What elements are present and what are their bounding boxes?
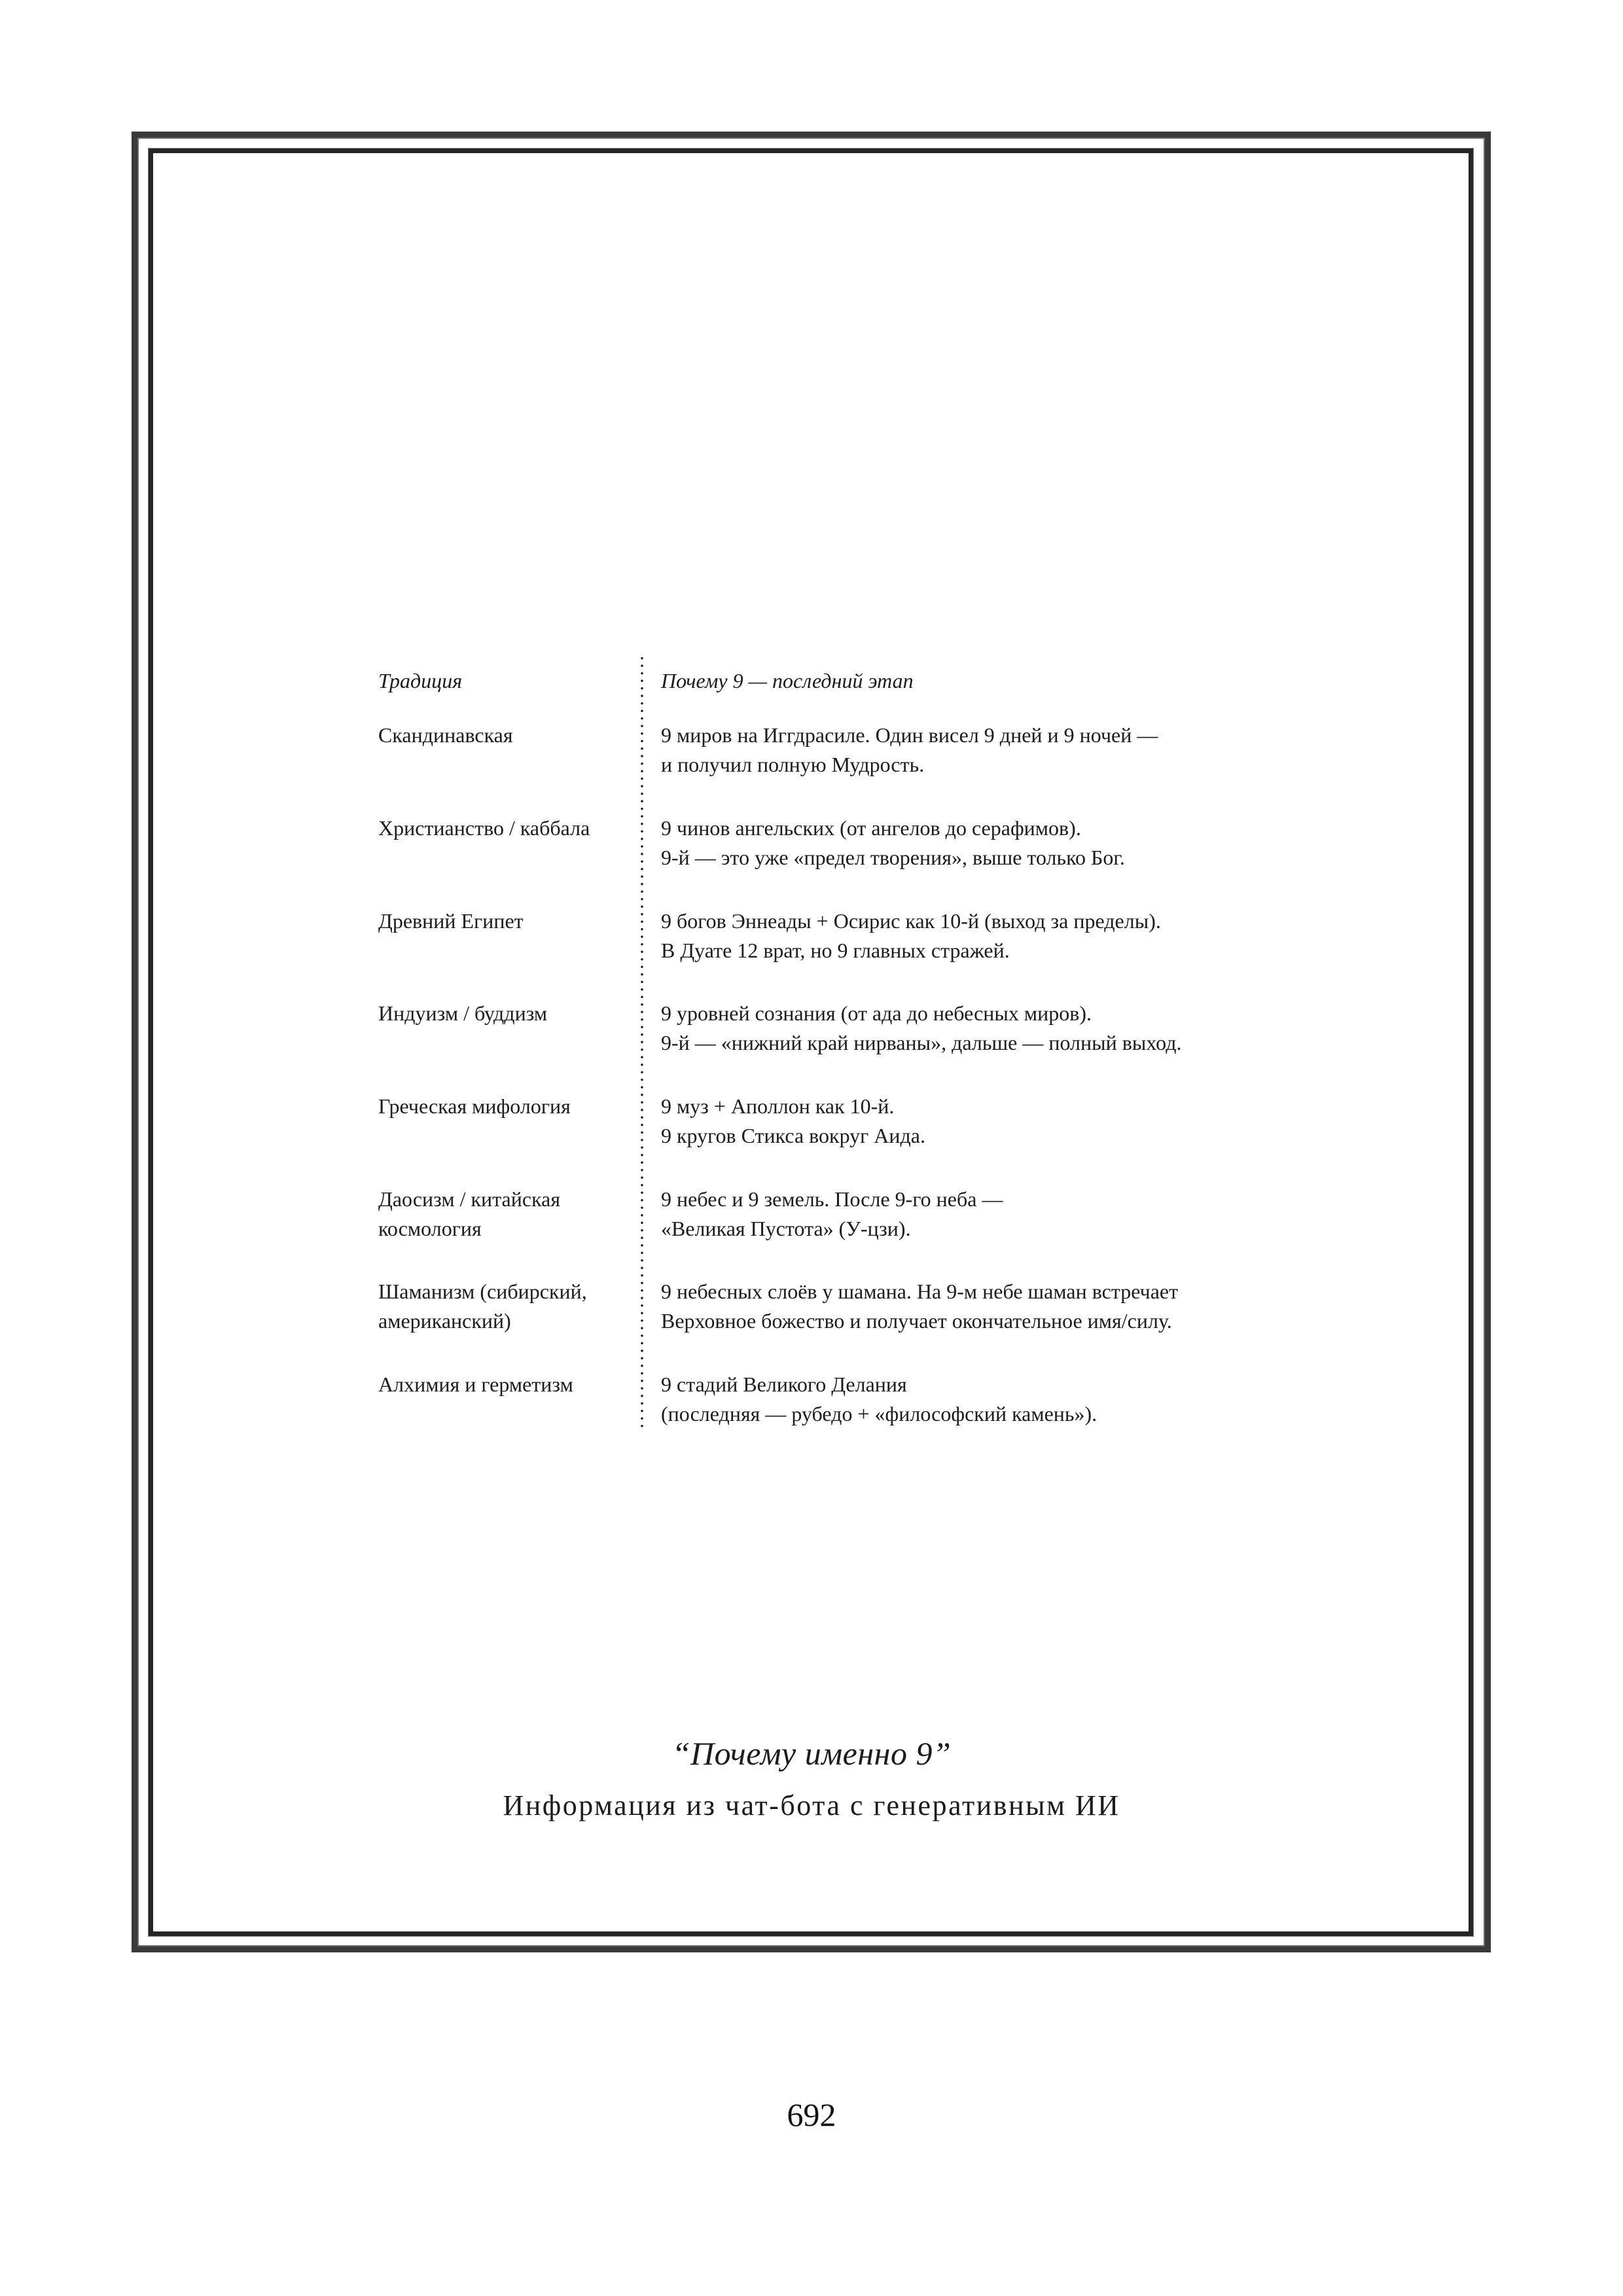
reason-cell: 9 муз + Аполлон как 10-й. 9 кругов Стикса вокруг Аида.	[661, 1094, 925, 1147]
tradition-cell: Индуизм / буддизм	[378, 1001, 548, 1025]
tradition-cell: Скандинавская	[378, 723, 513, 747]
reason-cell: 9 небес и 9 земель. После 9-го неба — «Великая Пустота» (У-цзи).	[661, 1187, 1003, 1240]
dotted-column-divider	[641, 655, 643, 1432]
header-reason: Почему 9 — последний этап	[661, 669, 914, 692]
caption-title: “Почему именно 9”	[671, 1735, 952, 1772]
reason-cell: 9 небесных слоёв у шамана. На 9-м небе шаман встречает Верховное божество и получает окончательное имя/силу.	[661, 1280, 1179, 1333]
tradition-cell: Греческая мифология	[378, 1094, 571, 1118]
caption-subtitle: Информация из чат-бота с генеративным ИИ	[503, 1789, 1120, 1821]
tradition-cell: Алхимия и герметизм	[378, 1372, 573, 1396]
reason-cell: 9 стадий Великого Делания (последняя — рубедо + «философский камень»).	[661, 1372, 1097, 1426]
tradition-cell: Древний Египет	[378, 909, 524, 933]
header-tradition: Традиция	[378, 669, 463, 692]
reason-cell: 9 богов Эннеады + Осирис как 10-й (выход за пределы). В Дуате 12 врат, но 9 главных стражей.	[661, 909, 1161, 962]
tradition-cell: Шаманизм (сибирский, американский)	[378, 1280, 587, 1333]
page-number: 692	[787, 2096, 836, 2133]
reason-cell: 9 уровней сознания (от ада до небесных миров). 9-й — «нижний край нирваны», дальше — полный выход.	[661, 1001, 1182, 1054]
reason-cell: 9 миров на Иггдрасиле. Один висел 9 дней и 9 ночей — и получил полную Мудрость.	[661, 723, 1158, 776]
tradition-cell: Христианство / каббала	[378, 816, 590, 840]
reason-cell: 9 чинов ангельских (от ангелов до серафимов). 9-й — это уже «предел творения», выше только Бог.	[661, 816, 1125, 869]
tradition-cell: Даосизм / китайская космология	[378, 1187, 561, 1240]
